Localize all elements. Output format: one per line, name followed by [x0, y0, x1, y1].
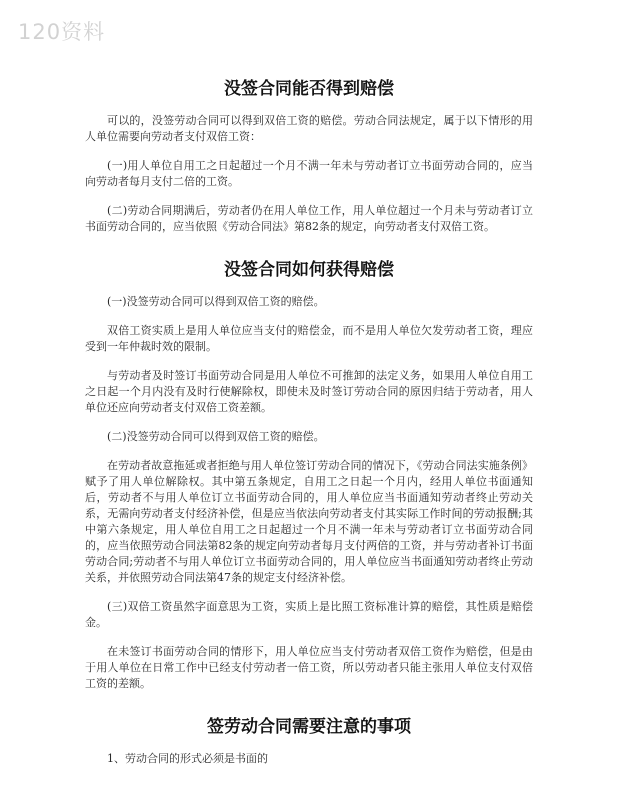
section-title: 没签合同能否得到赔偿	[224, 79, 394, 99]
paragraph: 双倍工资实质上是用人单位应当支付的赔偿金，而不是用人单位欠发劳动者工资，理应受到一年仲裁时效的限制。	[85, 324, 533, 353]
section-compensation-without-contract	[85, 74, 533, 235]
document-body	[85, 74, 533, 767]
paragraph: 1、劳动合同的形式必须是书面的	[107, 752, 268, 765]
watermark-logo: 120资料	[18, 20, 106, 44]
paragraph: 与劳动者及时签订书面劳动合同是用人单位不可推卸的法定义务，如果用人单位自用工之日起一个月内没有及时行使解除权，即使未及时签订劳动合同的原因归结于劳动者，用人单位还应向劳动者支付双倍工资差额。	[85, 369, 533, 414]
section-title: 签劳动合同需要注意的事项	[207, 717, 411, 737]
paragraph: (二)劳动合同期满后，劳动者仍在用人单位工作，用人单位超过一个月未与劳动者订立书面劳动合同的，应当依照《劳动合同法》第82条的规定，向劳动者支付双倍工资。	[85, 204, 533, 233]
section-how-to-get-compensation	[85, 255, 533, 692]
paragraph: 在劳动者故意拖延或者拒绝与用人单位签订劳动合同的情况下，《劳动合同法实施条例》赋予了用人单位解除权。其中第五条规定，自用工之日起一个月内，经用人单位书面通知后，劳动者不与用人单位订立书面劳动合同的，用人单位应当书面通知劳动者终止劳动关系，无需向劳动者支付经济补偿，但是应当依法向劳动者支付其实际工作时间的劳动报酬;其中第六条规定，用人单位自用工之日起超过一个月不满一年未与劳动者订立书面劳动合同的，应当依照劳动合同法第82条的规定向劳动者每月支付两倍的工资，并与劳动者补订书面劳动合同;劳动者不与用人单位订立书面劳动合同的，用人单位应当书面通知劳动者终止劳动关系，并依照劳动合同法第47条的规定支付经济补偿。	[85, 459, 533, 584]
paragraph: 在未签订书面劳动合同的情形下，用人单位应当支付劳动者双倍工资作为赔偿，但是由于用人单位在日常工作中已经支付劳动者一倍工资，所以劳动者只能主张用人单位支付双倍工资的差额。	[85, 645, 533, 690]
paragraph: 可以的，没签劳动合同可以得到双倍工资的赔偿。劳动合同法规定，属于以下情形的用人单位需要向劳动者支付双倍工资：	[85, 114, 533, 143]
section-title: 没签合同如何获得赔偿	[224, 260, 394, 280]
paragraph: (三)双倍工资虽然字面意思为工资，实质上是比照工资标准计算的赔偿，其性质是赔偿金。	[85, 600, 533, 629]
paragraph: (二)没签劳动合同可以得到双倍工资的赔偿。	[107, 430, 325, 443]
section-contract-notes	[85, 712, 533, 767]
paragraph: (一)用人单位自用工之日起超过一个月不满一年未与劳动者订立书面劳动合同的，应当向劳动者每月支付二倍的工资。	[85, 159, 533, 188]
paragraph: (一)没签劳动合同可以得到双倍工资的赔偿。	[107, 295, 325, 308]
